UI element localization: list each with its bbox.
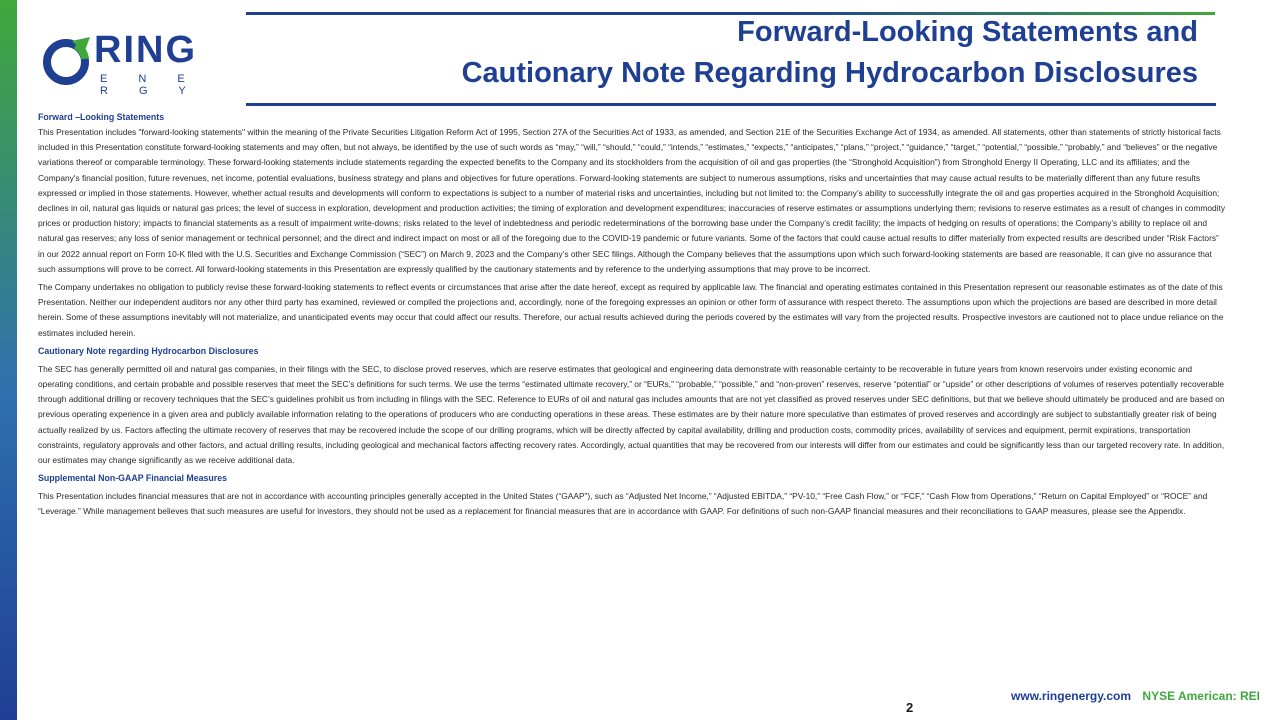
- disclaimer-content: [38, 110, 1226, 522]
- side-accent-bar: [0, 0, 17, 720]
- forward-looking-paragraph-1: This Presentation includes "forward-looking statements" within the meaning of the Private Securities Litigation Reform Act of 1995, Section 27A of the Securities Act of 1933, as amended, and Section 21E of the Securities Exchange Act of 1934, as amended. All statements, other than statements of strictly historical facts included in this Presentation constitute forward-looking statements and may often, but not always, be identified by the use of such words as “may,” “will,” “should,” “could,” “intends,” “estimates,” “expects,” “anticipates,” “plans,” “project,” “guidance,” “target,” “potential,” “possible,” “probably,” and “believes” or the negative variations thereof or comparable terminology. These forward-looking statements include statements regarding the expected benefits to the Company and its stockholders from the acquisition of oil and gas properties (the “Stronghold Acquisition”) from Stronghold Energy II Operating, LLC and its affiliates; and the Company's financial position, future revenues, net income, potential evaluations, business strategy and plans and objectives for future operations. Forward-looking statements are subject to numerous assumptions, risks and uncertainties that may cause actual results to be materially different than any future results expressed or implied in those statements. However, whether actual results and developments will conform to expectations is subject to a number of material risks and uncertainties, including but not limited to: the Company’s ability to successfully integrate the oil and gas properties acquired in the Stronghold Acquisition; declines in oil, natural gas liquids or natural gas prices; the level of success in exploration, development and production activities; the timing of exploration and development expenditures; inaccuracies of reserve estimates or assumptions underlying them; revisions to reserve estimates as a result of changes in commodity prices or production history; impacts to financial statements as a result of impairment write-downs; risks related to the level of indebtedness and periodic redeterminations of the borrowing base under the Company’s credit facility; the impacts of hedging on results of operations; the Company’s ability to replace oil and natural gas reserves; any loss of senior management or technical personnel; and the direct and indirect impact on most or all of the foregoing due to the COVID-19 pandemic or future variants. Some of the factors that could cause actual results to differ materially from expected results are described under “Risk Factors” in our 2022 annual report on Form 10-K filed with the U.S. Securities and Exchange Commission (“SEC”) on March 9, 2023 and the Company’s other SEC filings. Although the Company believes that the assumptions upon which such forward-looking statements are based are reasonable, it can give no assurance that such assumptions will prove to be correct. All forward-looking statements in this Presentation are expressly qualified by the cautionary statements and by reference to the underlying assumptions that may prove to be incorrect.: [38, 127, 1226, 274]
- page-number: 2: [906, 700, 914, 715]
- non-gaap-paragraph: This Presentation includes financial measures that are not in accordance with accounting principles generally accepted in the United States (“GAAP”), such as “Adjusted Net Income,” “Adjusted EBITDA,” “PV-10,” “Free Cash Flow,” or “FCF,” “Cash Flow from Operations,” “Return on Capital Employed” or “ROCE” and “Leverage.” While management believes that such measures are useful for investors, they should not be used as a replacement for financial measures that are in accordance with GAAP. For definitions of such non-GAAP financial measures and their reconciliations to GAAP measures, please see the Appendix.: [38, 491, 1208, 517]
- ring-energy-logo: [42, 29, 222, 97]
- hydrocarbon-paragraph: The SEC has generally permitted oil and natural gas companies, in their filings with the SEC, to disclose proved reserves, which are reserve estimates that geological and engineering data demonstrate with reasonable certainty to be recoverable in future years from known reservoirs under existing economic and operating conditions, and certain probable and possible reserves that meet the SEC’s definitions for such terms. We use the terms “estimated ultimate recovery,” or “EURs,” “probable,” “possible,” and “non-proven” reserves, reserve “potential” or “upside” or other descriptions of volumes of reserves potentially recoverable through additional drilling or recovery techniques that the SEC’s guidelines prohibit us from including in filings with the SEC. Reference to EURs of oil and natural gas includes amounts that are not yet classified as proved reserves under SEC definitions, but that we believe should ultimately be produced and are based on previous operating experience in a given area and publicly available information relating to the operations of producers who are conducting operations in these areas. These estimates are by their nature more speculative than estimates of proved reserves and accordingly are subject to substantially greater risk of being actually realized by us. Factors affecting the ultimate recovery of reserves that may be recovered include the scope of our drilling programs, which will be directly affected by capital availability, drilling and production costs, commodity prices, availability of services and equipment, permit expirations, transportation constraints, regulatory approvals and other factors, and actual drilling results, including geological and mechanical factors affecting recovery rates. Accordingly, actual quantities that may be recovered from our interests will differ from our estimates and could be significantly less than our targeted recovery rate. In addition, our estimates may change significantly as we receive additional data.: [38, 363, 1225, 466]
- ring-logo-mark-icon: [42, 33, 92, 89]
- forward-looking-paragraph-2: The Company undertakes no obligation to publicly revise these forward-looking statements to reflect events or circumstances that arise after the date hereof, except as required by applicable law. The financial and operating estimates contained in this Presentation represent our reasonable estimates as of the date of this Presentation. Neither our independent auditors nor any other third party has examined, reviewed or compiled the projections and, accordingly, none of the foregoing expresses an opinion or other form of assurance with respect thereto. The assumptions upon which the projections are based are described in more detail herein. Some of these assumptions inevitably will not materialize, and unanticipated events may occur that could affect our results. Therefore, our actual results achieved during the periods covered by the estimates will vary from the projected results. Prospective investors are cautioned not to place undue reliance on the estimates included herein.: [38, 282, 1224, 338]
- stock-ticker: NYSE American: REI: [1142, 689, 1260, 703]
- non-gaap-heading: Supplemental Non-GAAP Financial Measures: [38, 473, 228, 484]
- website-link[interactable]: www.ringenergy.com: [1011, 689, 1132, 703]
- page-title: [462, 12, 1198, 94]
- footer-branding: [1011, 689, 1260, 703]
- forward-looking-heading: Forward –Looking Statements: [38, 112, 165, 122]
- hydrocarbon-heading: Cautionary Note regarding Hydrocarbon Disclosures: [38, 345, 259, 356]
- logo-subtitle: E N E R G Y: [100, 73, 200, 97]
- title-line-1: Forward-Looking Statements and: [737, 16, 1198, 48]
- header-bottom-rule: [246, 103, 1216, 106]
- logo-wordmark: RING: [94, 29, 197, 71]
- title-line-2: Cautionary Note Regarding Hydrocarbon Disclosures: [461, 57, 1198, 89]
